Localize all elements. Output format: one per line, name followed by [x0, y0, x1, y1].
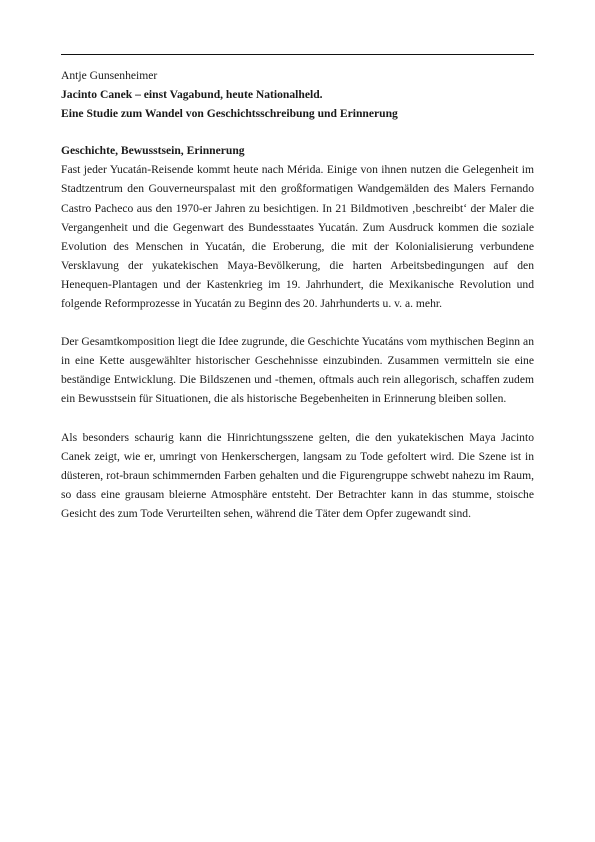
document-subtitle: Eine Studie zum Wandel von Geschichtsschreibung und Erinnerung	[61, 107, 398, 121]
paragraph-2: Der Gesamtkomposition liegt die Idee zugrunde, die Geschichte Yucatáns vom mythischen Beginn an in eine Kette ausgewählter historischer Geschehnisse einzubinden. Zusammen vermitteln sie eine beständige Entwicklung. Die Bildszenen und -themen, oftmals auch rein allegorisch, schaffen zudem ein Bewusstsein für Situationen, die als historische Begebenheiten in Erinnerung bleiben sollen.	[61, 335, 534, 406]
document-title: Jacinto Canek – einst Vagabund, heute Nationalheld.	[61, 88, 323, 102]
document-body	[61, 66, 534, 542]
author-name: Antje Gunsenheimer	[61, 69, 158, 82]
paragraph-1: Fast jeder Yucatán-Reisende kommt heute nach Mérida. Einige von ihnen nutzen die Gelegenheit im Stadtzentrum den Gouverneurspalast mit den großformatigen Wandgemälden des Malers Fernando Castro Pacheco aus den 1970-er Jahren zu besichtigen. In 21 Bildmotiven ‚beschreibt‘ der Maler die Vergangenheit und die Gegenwart des Bundesstaates Yucatán. Zum Ausdruck kommen die soziale Evolution des Menschen in Yucatán, die Eroberung, die mit der Kolonialisierung verbundene Versklavung der yukatekischen Maya-Bevölkerung, die harten Arbeitsbedingungen auf den Henequen-Plantagen und der Kastenkrieg im 19. Jahrhundert, die Mexikanische Revolution und folgende Reformprozesse in Yucatán zu Beginn des 20. Jahrhunderts u. v. a. mehr.	[61, 163, 534, 311]
header-rule	[61, 54, 534, 55]
paragraph-3: Als besonders schaurig kann die Hinrichtungsszene gelten, die den yukatekischen Maya Jacinto Canek zeigt, wie er, umringt von Henkerschergen, langsam zu Tode gefoltert wird. Die Szene ist in düsteren, rot-braun schimmernden Farben gehalten und die Figurengruppe schwebt nahezu im Raum, so dass eine grausam bleierne Atmosphäre entsteht. Der Betrachter kann in das stumme, stoische Gesicht des zum Tode Verurteilten sehen, während die Täter dem Opfer zugewandt sind.	[61, 430, 534, 520]
section-heading: Geschichte, Bewusstsein, Erinnerung	[61, 144, 245, 158]
